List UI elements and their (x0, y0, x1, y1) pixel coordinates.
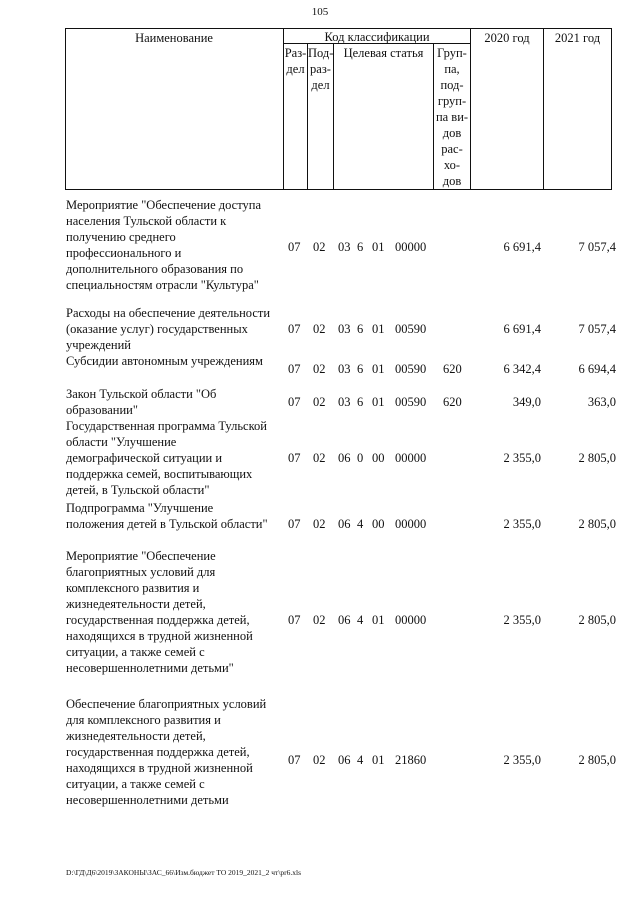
header-code-group: Код классификации (324, 30, 430, 44)
row-podrazdel: 02 (313, 322, 326, 336)
row-target-program: 06 (338, 517, 351, 531)
row-target-subprogram: 6 (357, 240, 364, 254)
row-amount-2020: 2 355,0 (503, 451, 541, 465)
row-target-event: 01 (372, 613, 385, 627)
row-name: Субсидии автономным учреждениям (66, 354, 263, 368)
row-target-program: 03 (338, 395, 351, 409)
row-target-event: 00 (372, 517, 385, 531)
row-amount-2020: 2 355,0 (503, 753, 541, 767)
row-amount-2020: 349,0 (512, 395, 541, 409)
row-name: Подпрограмма "Улучшение положения детей в Тульской области" (66, 501, 268, 531)
row-target-subprogram: 0 (357, 451, 364, 465)
header-name: Наименование (135, 31, 213, 45)
row-amount-2021: 2 805,0 (578, 517, 616, 531)
row-target-direction: 00590 (395, 395, 427, 409)
row-podrazdel: 02 (313, 517, 326, 531)
row-amount-2021: 2 805,0 (578, 451, 616, 465)
row-target-subprogram: 6 (357, 362, 364, 376)
row-amount-2021: 7 057,4 (578, 322, 616, 336)
row-amount-2020: 2 355,0 (503, 517, 541, 531)
row-target-event: 01 (372, 753, 385, 767)
row-target-direction: 00590 (395, 362, 427, 376)
row-target-event: 01 (372, 322, 385, 336)
row-amount-2021: 2 805,0 (578, 753, 616, 767)
row-target-program: 06 (338, 613, 351, 627)
row-target-subprogram: 6 (357, 395, 364, 409)
row-razdel: 07 (288, 240, 301, 254)
header-2020: 2020 год (484, 31, 530, 45)
row-amount-2020: 2 355,0 (503, 613, 541, 627)
file-path-footer: D:\ГД\Д6\2019\ЗАКОНЫ\ЗАС_66\Изм.бюджет ТО 2019_2021_2 чт\pr6.xls (66, 868, 302, 877)
row-target-direction: 00000 (395, 517, 427, 531)
row-target-direction: 00590 (395, 322, 427, 336)
row-target-direction: 00000 (395, 613, 427, 627)
row-razdel: 07 (288, 362, 301, 376)
page-number: 105 (311, 6, 329, 18)
row-razdel: 07 (288, 517, 301, 531)
row-target-event: 01 (372, 362, 385, 376)
row-name: Расходы на обеспечение деятельности (оказание услуг) государственных учреждений (66, 306, 271, 352)
row-target-subprogram: 4 (357, 753, 364, 767)
row-razdel: 07 (288, 322, 301, 336)
header-2021: 2021 год (554, 31, 601, 45)
header-razdel: Раз- дел (284, 46, 307, 76)
row-expense-type: 620 (443, 395, 462, 409)
table-header (65, 28, 612, 190)
row-podrazdel: 02 (313, 240, 326, 254)
row-target-program: 03 (338, 322, 351, 336)
row-target-program: 03 (338, 362, 351, 376)
row-podrazdel: 02 (313, 613, 326, 627)
row-target-subprogram: 4 (357, 613, 364, 627)
row-amount-2021: 7 057,4 (578, 240, 616, 254)
header-target: Целевая статья (343, 46, 424, 60)
row-podrazdel: 02 (313, 395, 326, 409)
row-amount-2020: 6 342,4 (503, 362, 541, 376)
row-name: Мероприятие "Обеспечение доступа населения Тульской области к получению среднего профессионального и дополнительного образования по специальностям отрасли "Культура" (66, 198, 262, 292)
row-name: Мероприятие "Обеспечение благоприятных условий для комплексного развития и жизнедеятельности детей, государственная поддержка детей, находящихся в трудной жизненной ситуации, а также семей с несовершеннолетними детьми" (66, 549, 253, 675)
row-podrazdel: 02 (313, 753, 326, 767)
row-amount-2021: 363,0 (587, 395, 616, 409)
row-name: Закон Тульской области "Об образовании" (66, 387, 217, 417)
row-name: Государственная программа Тульской области "Улучшение демографической ситуации и поддержка семей, воспитывающих детей, в Тульской области" (66, 419, 267, 497)
row-target-direction: 00000 (395, 240, 427, 254)
row-target-subprogram: 4 (357, 517, 364, 531)
row-target-event: 01 (372, 395, 385, 409)
row-amount-2021: 2 805,0 (578, 613, 616, 627)
row-target-program: 06 (338, 451, 351, 465)
row-amount-2020: 6 691,4 (503, 322, 541, 336)
row-name: Обеспечение благоприятных условий для комплексного развития и жизнедеятельности детей, государственная поддержка детей, находящихся в трудной жизненной ситуации, а также семей с несовершеннолетними детьми (66, 697, 267, 807)
row-target-program: 03 (338, 240, 351, 254)
row-razdel: 07 (288, 395, 301, 409)
row-target-event: 01 (372, 240, 385, 254)
row-target-direction: 00000 (395, 451, 427, 465)
header-podrazdel: Под- раз- дел (308, 46, 334, 92)
row-target-event: 00 (372, 451, 385, 465)
row-target-subprogram: 6 (357, 322, 364, 336)
row-amount-2021: 6 694,4 (578, 362, 616, 376)
row-razdel: 07 (288, 451, 301, 465)
row-podrazdel: 02 (313, 451, 326, 465)
row-target-direction: 21860 (395, 753, 427, 767)
row-razdel: 07 (288, 613, 301, 627)
row-expense-type: 620 (443, 362, 462, 376)
header-group: Груп- па, под- груп- па ви- дов рас- хо- дов (435, 46, 469, 188)
row-amount-2020: 6 691,4 (503, 240, 541, 254)
row-target-program: 06 (338, 753, 351, 767)
row-razdel: 07 (288, 753, 301, 767)
row-podrazdel: 02 (313, 362, 326, 376)
